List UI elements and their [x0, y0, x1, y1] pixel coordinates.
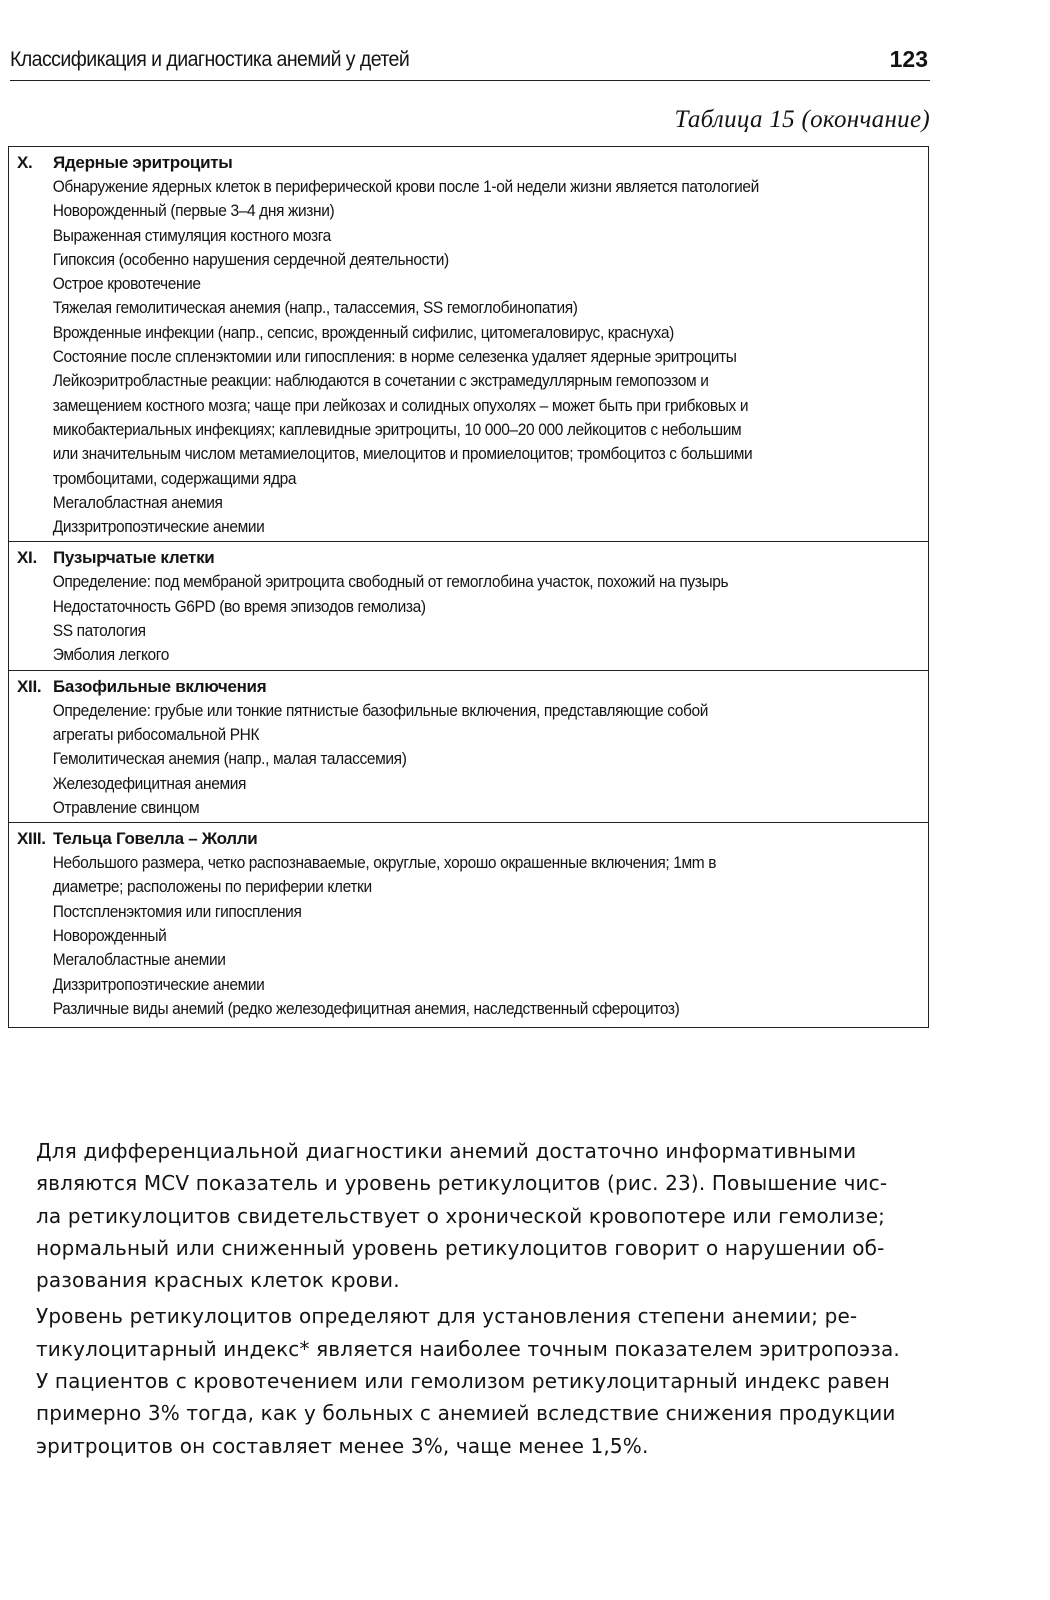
section-line: замещением костного мозга; чаще при лейкозах и солидных опухолях – может быть при грибковых и: [52, 396, 749, 415]
table-section: [9, 542, 928, 670]
paragraph-line: примерно 3% тогда, как у больных с анемией вследствие снижения продукции: [36, 1401, 896, 1426]
classification-table: [8, 146, 929, 1028]
paragraph-line: являются MCV показатель и уровень ретикулоцитов (рис. 23). Повышение чис-: [36, 1171, 888, 1196]
body-text: [36, 1135, 931, 1466]
section-line: Лейкоэритробластные реакции: наблюдаются в сочетании с экстрамедуллярным гемопоэзом и: [52, 372, 709, 391]
running-header: [10, 46, 930, 81]
section-line: Определение: грубые или тонкие пятнистые базофильные включения, представляющие собой: [52, 701, 709, 720]
section-number: XII.: [17, 676, 42, 696]
page-number: 123: [889, 46, 928, 72]
paragraph-line: ла ретикулоцитов свидетельствует о хронической кровопотере или гемолизе;: [36, 1203, 886, 1228]
section-line: Различные виды анемий (редко железодефицитная анемия, наследственный сфероцитоз): [52, 999, 680, 1018]
section-line: диаметре; расположены по периферии клетки: [52, 878, 372, 897]
section-line: Мегалобластная анемия: [52, 493, 223, 512]
section-line: Гипоксия (особенно нарушения сердечной деятельности): [52, 250, 449, 269]
section-line: Определение: под мембраной эритроцита свободный от гемоглобина участок, похожий на пузырь: [52, 573, 729, 592]
section-line: Врожденные инфекции (напр., сепсис, врожденный сифилис, цитомегаловирус, краснуха): [52, 323, 674, 342]
section-number: XIII.: [17, 829, 46, 849]
section-heading: [17, 546, 918, 570]
running-title: Классификация и диагностика анемий у детей: [10, 48, 410, 71]
paragraph: [36, 1135, 931, 1296]
section-line: тромбоцитами, содержащими ядра: [52, 469, 297, 488]
section-heading: [17, 675, 918, 699]
section-line: Постспленэктомия или гипоспления: [52, 902, 302, 921]
paragraph-line: разования красных клеток крови.: [36, 1268, 400, 1293]
table-section: [9, 671, 928, 823]
table-section: [9, 147, 928, 542]
paragraph-line: эритроцитов он составляет менее 3%, чаще менее 1,5%.: [36, 1433, 649, 1458]
section-line: Обнаружение ядерных клеток в периферической крови после 1-ой недели жизни является патологией: [52, 178, 759, 196]
section-line: Тяжелая гемолитическая анемия (напр., талассемия, SS гемоглобинопатия): [52, 299, 578, 318]
section-line: агрегаты рибосомальной РНК: [52, 725, 260, 744]
section-line: Эмболия легкого: [52, 646, 170, 665]
section-heading: [17, 151, 918, 175]
section-title: Базофильные включения: [53, 676, 267, 696]
paragraph-line: тикулоцитарный индекс* является наиболее точным показателем эритропоэза.: [36, 1336, 900, 1361]
section-line: или значительным числом метамиелоцитов, миелоцитов и промиелоцитов; тромбоцитоз с большими: [52, 445, 753, 464]
section-line: Диззритропоэтические анемии: [52, 518, 265, 537]
section-title: Пузырчатые клетки: [53, 548, 215, 568]
table-section: [9, 823, 928, 1027]
section-line: Мегалобластные анемии: [52, 951, 226, 970]
paragraph-line: нормальный или сниженный уровень ретикулоцитов говорит о нарушении об-: [36, 1235, 885, 1260]
section-line: Отравление свинцом: [52, 798, 200, 817]
section-heading: [17, 827, 918, 851]
section-line: Гемолитическая анемия (напр., малая талассемия): [52, 750, 407, 769]
section-line: SS патология: [52, 622, 146, 641]
table-caption: Таблица 15 (окончание): [674, 106, 930, 133]
section-line: микобактериальных инфекциях; каплевидные эритроциты, 10 000–20 000 лейкоцитов с небольшим: [52, 420, 742, 439]
paragraph: [36, 1300, 931, 1461]
section-line: Небольшого размера, четко распознаваемые, округлые, хорошо окрашенные включения; 1мm в: [52, 854, 717, 873]
section-line: Недостаточность G6PD (во время эпизодов гемолиза): [52, 597, 426, 616]
section-line: Диззритропоэтические анемии: [52, 975, 265, 994]
section-title: Ядерные эритроциты: [53, 153, 233, 172]
section-line: Состояние после спленэктомии или гипоспления: в норме селезенка удаляет ядерные эритроциты: [52, 348, 737, 367]
section-line: Новорожденный: [52, 927, 167, 946]
section-number: X.: [17, 153, 33, 172]
section-line: Железодефицитная анемия: [52, 774, 247, 793]
section-line: Острое кровотечение: [52, 275, 201, 294]
paragraph-line: У пациентов с кровотечением или гемолизом ретикулоцитарный индекс равен: [36, 1369, 890, 1394]
section-line: Новорожденный (первые 3–4 дня жизни): [52, 202, 335, 221]
paragraph-line: Уровень ретикулоцитов определяют для установления степени анемии; ре-: [36, 1304, 858, 1329]
section-title: Тельца Говелла – Жолли: [53, 829, 258, 849]
section-line: Выраженная стимуляция костного мозга: [52, 226, 331, 245]
section-number: XI.: [17, 548, 37, 568]
paragraph-line: Для дифференциальной диагностики анемий достаточно информативными: [36, 1139, 857, 1163]
